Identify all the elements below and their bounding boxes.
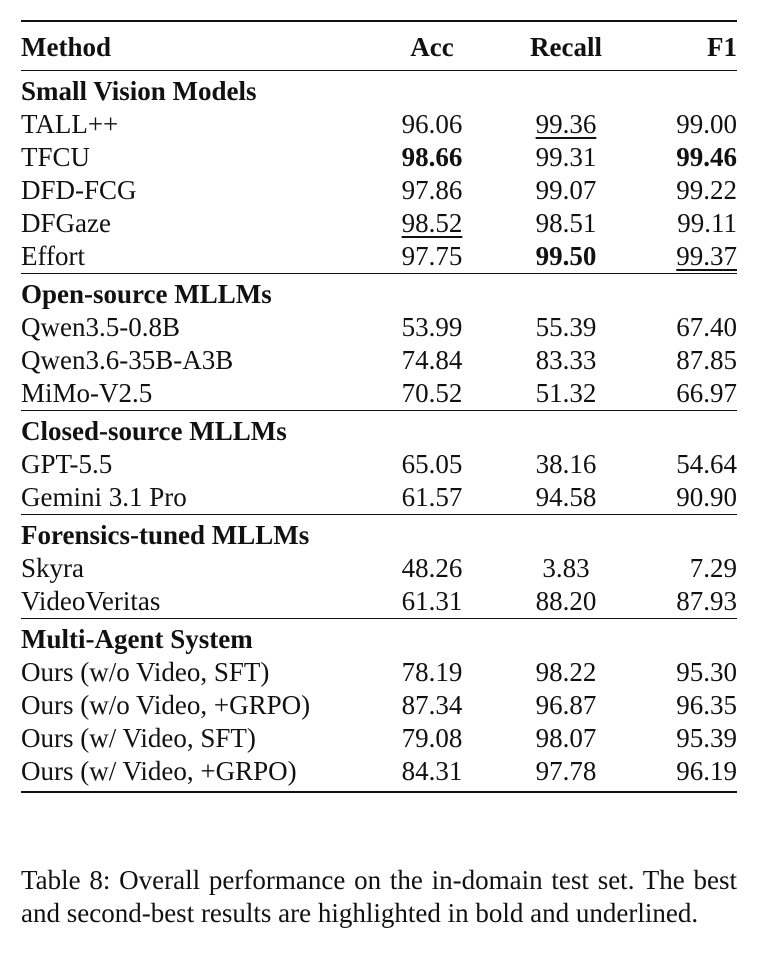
f1-cell: 95.39 (676, 723, 737, 753)
method-cell: Ours (w/ Video, SFT) (21, 723, 256, 753)
acc-cell: 97.86 (401, 175, 463, 205)
method-cell: Ours (w/o Video, +GRPO) (21, 690, 311, 720)
best-value: 98.66 (401, 142, 463, 172)
recall-cell: 96.87 (535, 690, 597, 720)
table-row (21, 689, 737, 722)
f1-cell: 66.97 (676, 378, 737, 408)
table-row (21, 755, 737, 792)
recall-cell: 38.16 (535, 449, 597, 479)
method-cell: GPT-5.5 (21, 449, 113, 479)
best-value: 99.46 (676, 142, 737, 172)
acc-cell (373, 207, 491, 240)
second-best-value: 99.37 (676, 241, 737, 271)
acc-cell: 97.75 (401, 241, 463, 271)
acc-cell: 65.05 (401, 449, 463, 479)
method-cell: MiMo-V2.5 (21, 378, 153, 408)
group-title: Small Vision Models (21, 76, 257, 106)
f1-cell: 95.30 (676, 657, 737, 687)
acc-cell: 78.19 (401, 657, 463, 687)
acc-cell: 53.99 (401, 312, 463, 342)
header-f1: F1 (641, 21, 737, 71)
acc-cell: 96.06 (401, 109, 463, 139)
table-row (21, 377, 737, 411)
table-row (21, 240, 737, 274)
recall-cell: 99.31 (535, 142, 597, 172)
acc-cell: 61.31 (401, 586, 463, 616)
table-row (21, 481, 737, 515)
group-header-row (21, 619, 737, 657)
acc-cell: 79.08 (401, 723, 463, 753)
recall-cell: 97.78 (491, 755, 641, 792)
recall-cell: 51.32 (535, 378, 597, 408)
recall-cell (491, 240, 641, 274)
recall-cell: 99.07 (535, 175, 597, 205)
method-cell: Qwen3.6-35B-A3B (21, 345, 234, 375)
results-table (21, 20, 737, 793)
method-cell: Skyra (21, 553, 84, 583)
f1-cell: 90.90 (676, 482, 737, 512)
method-cell: DFGaze (21, 208, 111, 238)
f1-cell: 67.40 (676, 312, 737, 342)
acc-cell: 87.34 (401, 690, 463, 720)
table-row (21, 722, 737, 755)
recall-cell: 88.20 (535, 586, 597, 616)
table-row (21, 108, 737, 141)
acc-cell: 48.26 (401, 553, 463, 583)
f1-cell: 96.35 (676, 690, 737, 720)
table-row (21, 311, 737, 344)
method-cell: DFD-FCG (21, 175, 137, 205)
table-row (21, 656, 737, 689)
recall-cell: 94.58 (535, 482, 597, 512)
method-cell: Qwen3.5-0.8B (21, 312, 180, 342)
recall-cell: 98.07 (535, 723, 597, 753)
table-row (21, 585, 737, 619)
f1-cell (641, 141, 737, 174)
table-row (21, 552, 737, 585)
table-row (21, 174, 737, 207)
group-title: Closed-source MLLMs (21, 411, 737, 449)
f1-cell: 87.93 (676, 586, 737, 616)
method-cell: Gemini 3.1 Pro (21, 482, 187, 512)
method-cell: TFCU (21, 142, 91, 172)
best-value: 99.50 (535, 241, 597, 271)
f1-cell: 99.11 (677, 208, 737, 238)
group-title: Forensics-tuned MLLMs (21, 515, 737, 553)
recall-cell: 98.51 (535, 208, 597, 238)
group-title: Open-source MLLMs (21, 274, 737, 312)
group-header-row (21, 515, 737, 553)
f1-cell: 54.64 (676, 449, 737, 479)
acc-cell (373, 141, 491, 174)
method-cell: Effort (21, 241, 85, 271)
header-method: Method (21, 21, 373, 71)
acc-cell: 61.57 (401, 482, 463, 512)
recall-cell: 83.33 (535, 345, 597, 375)
group-header-row (21, 71, 737, 109)
f1-cell: 7.29 (689, 553, 737, 583)
header-acc: Acc (373, 21, 491, 71)
recall-cell: 98.22 (535, 657, 597, 687)
table-row (21, 344, 737, 377)
acc-cell: 74.84 (401, 345, 463, 375)
table-caption: Table 8: Overall performance on the in-domain test set. The best and second-best results are highlighted in bold and underlined. (21, 865, 737, 928)
table-row (21, 141, 737, 174)
header-recall: Recall (491, 21, 641, 71)
f1-cell: 96.19 (641, 755, 737, 792)
method-cell: Ours (w/ Video, +GRPO) (21, 755, 373, 792)
acc-cell: 84.31 (373, 755, 491, 792)
table-header-row (21, 21, 737, 71)
method-cell: TALL++ (21, 109, 119, 139)
group-header-row (21, 274, 737, 312)
f1-cell: 87.85 (676, 345, 737, 375)
second-best-value: 98.52 (401, 208, 463, 238)
f1-cell: 99.00 (676, 109, 737, 139)
recall-cell (491, 108, 641, 141)
table-body (21, 71, 737, 793)
second-best-value: 99.36 (535, 109, 597, 139)
recall-cell: 55.39 (535, 312, 597, 342)
table-row (21, 207, 737, 240)
method-cell: Ours (w/o Video, SFT) (21, 657, 270, 687)
f1-cell: 99.22 (676, 175, 737, 205)
table-row (21, 448, 737, 481)
group-header-row (21, 411, 737, 449)
method-cell: VideoVeritas (21, 586, 161, 616)
acc-cell: 70.52 (401, 378, 463, 408)
recall-cell: 3.83 (542, 553, 590, 583)
group-title: Multi-Agent System (21, 619, 737, 657)
f1-cell (641, 240, 737, 274)
